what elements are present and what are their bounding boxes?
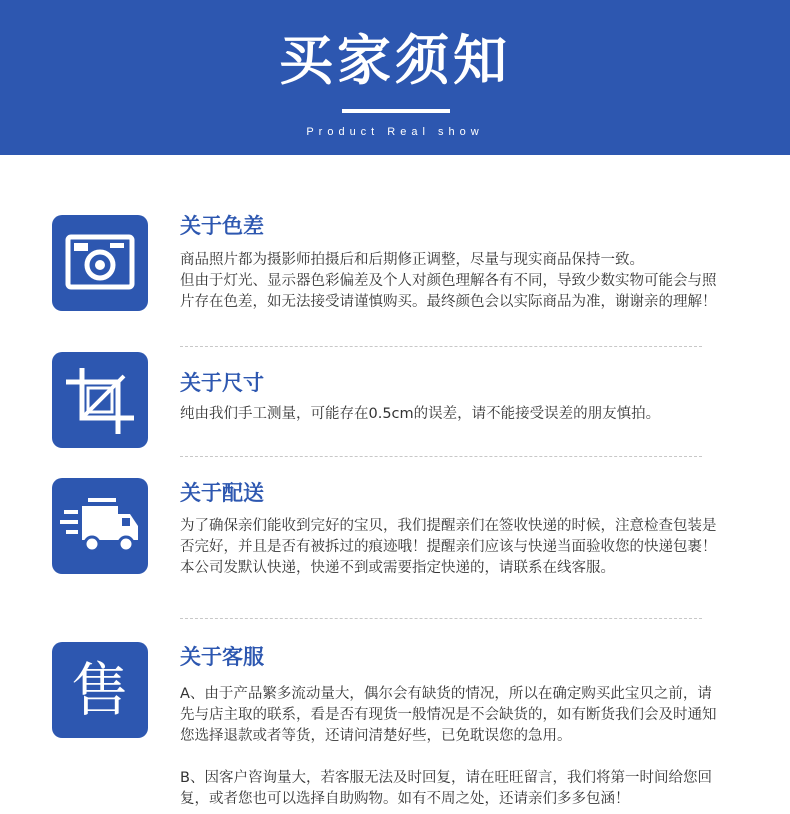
paragraph: 本公司发默认快递，快递不到或需要指定快递的，请联系在线客服。 <box>180 560 615 576</box>
section-body <box>180 404 720 425</box>
divider <box>180 346 702 347</box>
page-title: 买家须知 <box>279 29 511 92</box>
sale-character-icon <box>52 642 148 738</box>
paragraph: 商品照片都为摄影师拍摄后和后期修正调整，尽量与现实商品保持一致。 <box>180 252 644 268</box>
paragraph: 但由于灯光、显示器色彩偏差及个人对颜色理解各有不同，导致少数实物可能会与照片存在色差，如无法接受请谨慎购买。最终颜色会以实际商品为准，谢谢亲的理解！ <box>180 273 717 310</box>
crop-icon <box>52 352 148 448</box>
paragraph: 纯由我们手工测量，可能存在0.5cm的误差，请不能接受误差的朋友慎拍。 <box>180 406 661 422</box>
delivery-truck-icon <box>52 478 148 574</box>
section-title: 关于配送 <box>180 481 264 505</box>
title-underline <box>342 109 450 113</box>
page-subtitle: Product Real show <box>306 126 484 138</box>
section-title: 关于客服 <box>180 645 264 669</box>
paragraph: B、因客户咨询量大，若客服无法及时回复，请在旺旺留言，我们将第一时间给您回复，或者您也可以选择自助购物。如有不周之处，还请亲们多多包涵！ <box>180 770 712 807</box>
divider <box>180 456 702 457</box>
section-body <box>180 516 720 579</box>
paragraph: A、由于产品繁多流动量大，偶尔会有缺货的情况，所以在确定购买此宝贝之前，请先与店主取的联系，看是否有现货一般情况是不会缺货的，如有断货我们会及时通知您选择退款或者等货，还请问清楚好些，已免耽误您的急用。 <box>180 686 717 744</box>
section-body <box>180 250 720 313</box>
camera-icon <box>52 215 148 311</box>
section-title: 关于色差 <box>180 214 264 238</box>
divider <box>180 618 702 619</box>
section-title: 关于尺寸 <box>180 371 264 395</box>
sale-glyph: 售 <box>70 656 129 724</box>
header-banner <box>0 0 790 155</box>
paragraph: 为了确保亲们能收到完好的宝贝，我们提醒亲们在签收快递的时候，注意检查包装是否完好，并且是否有被拆过的痕迹哦！提醒亲们应该与快递当面验收您的快递包裹！ <box>180 518 717 555</box>
section-body <box>180 684 720 810</box>
